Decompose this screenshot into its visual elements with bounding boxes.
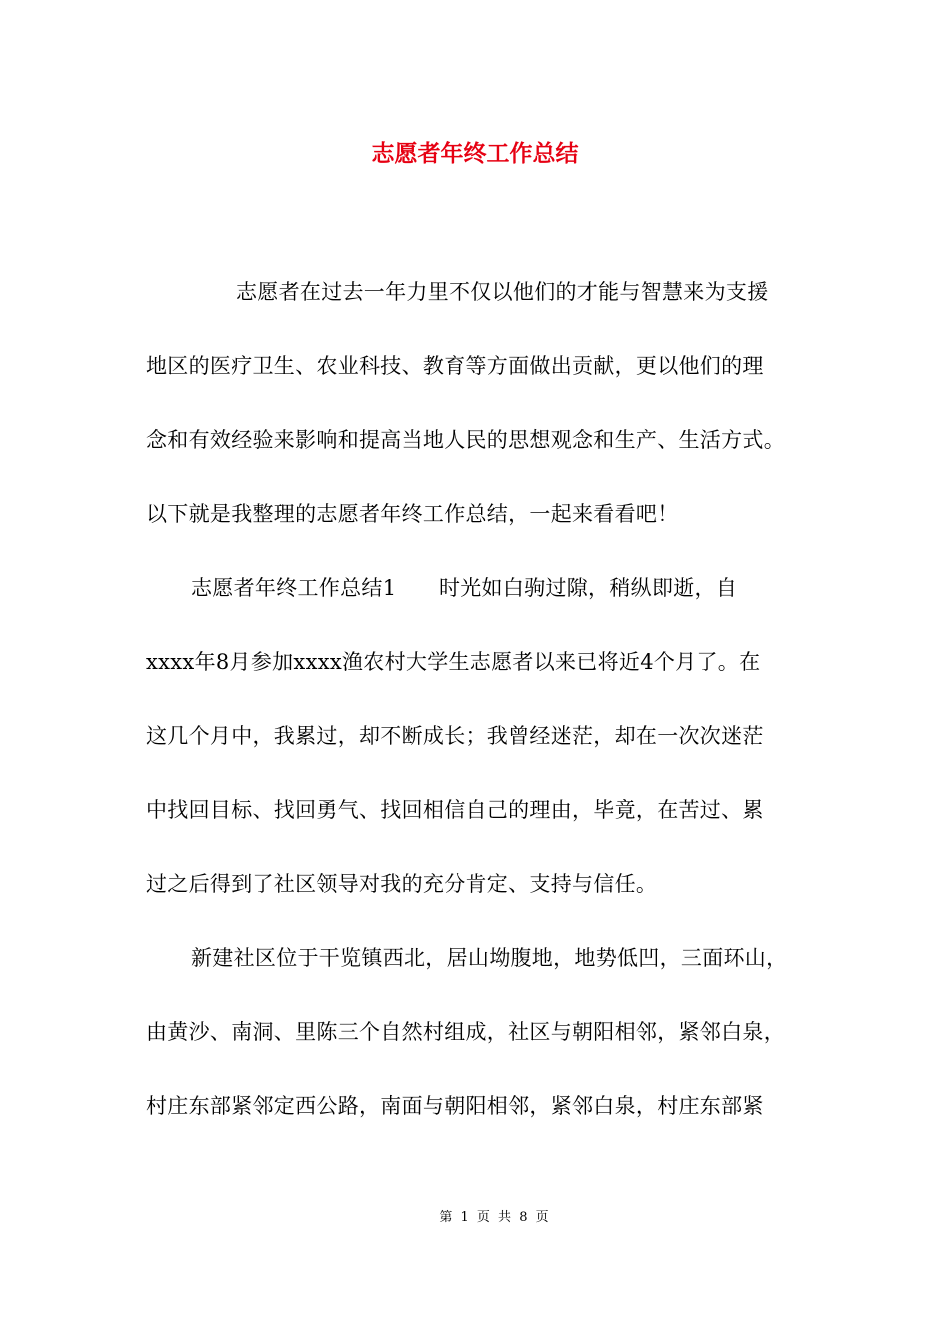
paragraph-line-12: 村庄东部紧邻定西公路，南面与朝阳相邻，紧邻白泉，村庄东部紧 <box>146 1094 764 1118</box>
document-title: 志愿者年终工作总结 <box>371 140 579 167</box>
paragraph-line-8: 中找回目标、找回勇气、找回相信自己的理由，毕竟，在苦过、累 <box>146 798 764 822</box>
page-number-footer: 第 1 页 共 8 页 <box>439 1210 551 1225</box>
paragraph-line-11: 由黄沙、南洞、里陈三个自然村组成，社区与朝阳相邻，紧邻白泉， <box>146 1020 785 1044</box>
paragraph-line-9: 过之后得到了社区领导对我的充分肯定、支持与信任。 <box>146 872 658 896</box>
paragraph-line-5: 志愿者年终工作总结1 时光如白驹过隙，稍纵即逝，自 <box>191 576 738 600</box>
paragraph-line-4: 以下就是我整理的志愿者年终工作总结，一起来看看吧！ <box>146 502 679 526</box>
paragraph-line-2: 地区的医疗卫生、农业科技、教育等方面做出贡献，更以他们的理 <box>146 354 764 378</box>
paragraph-line-1: 志愿者在过去一年力里不仅以他们的才能与智慧来为支援 <box>236 280 769 304</box>
paragraph-line-3: 念和有效经验来影响和提高当地人民的思想观念和生产、生活方式。 <box>146 428 785 452</box>
paragraph-line-10: 新建社区位于干览镇西北，居山坳腹地，地势低凹，三面环山， <box>191 946 788 970</box>
paragraph-line-7: 这几个月中，我累过，却不断成长；我曾经迷茫，却在一次次迷茫 <box>146 724 764 748</box>
paragraph-line-6: xxxx年8月参加xxxx渔农村大学生志愿者以来已将近4个月了。在 <box>146 650 761 674</box>
